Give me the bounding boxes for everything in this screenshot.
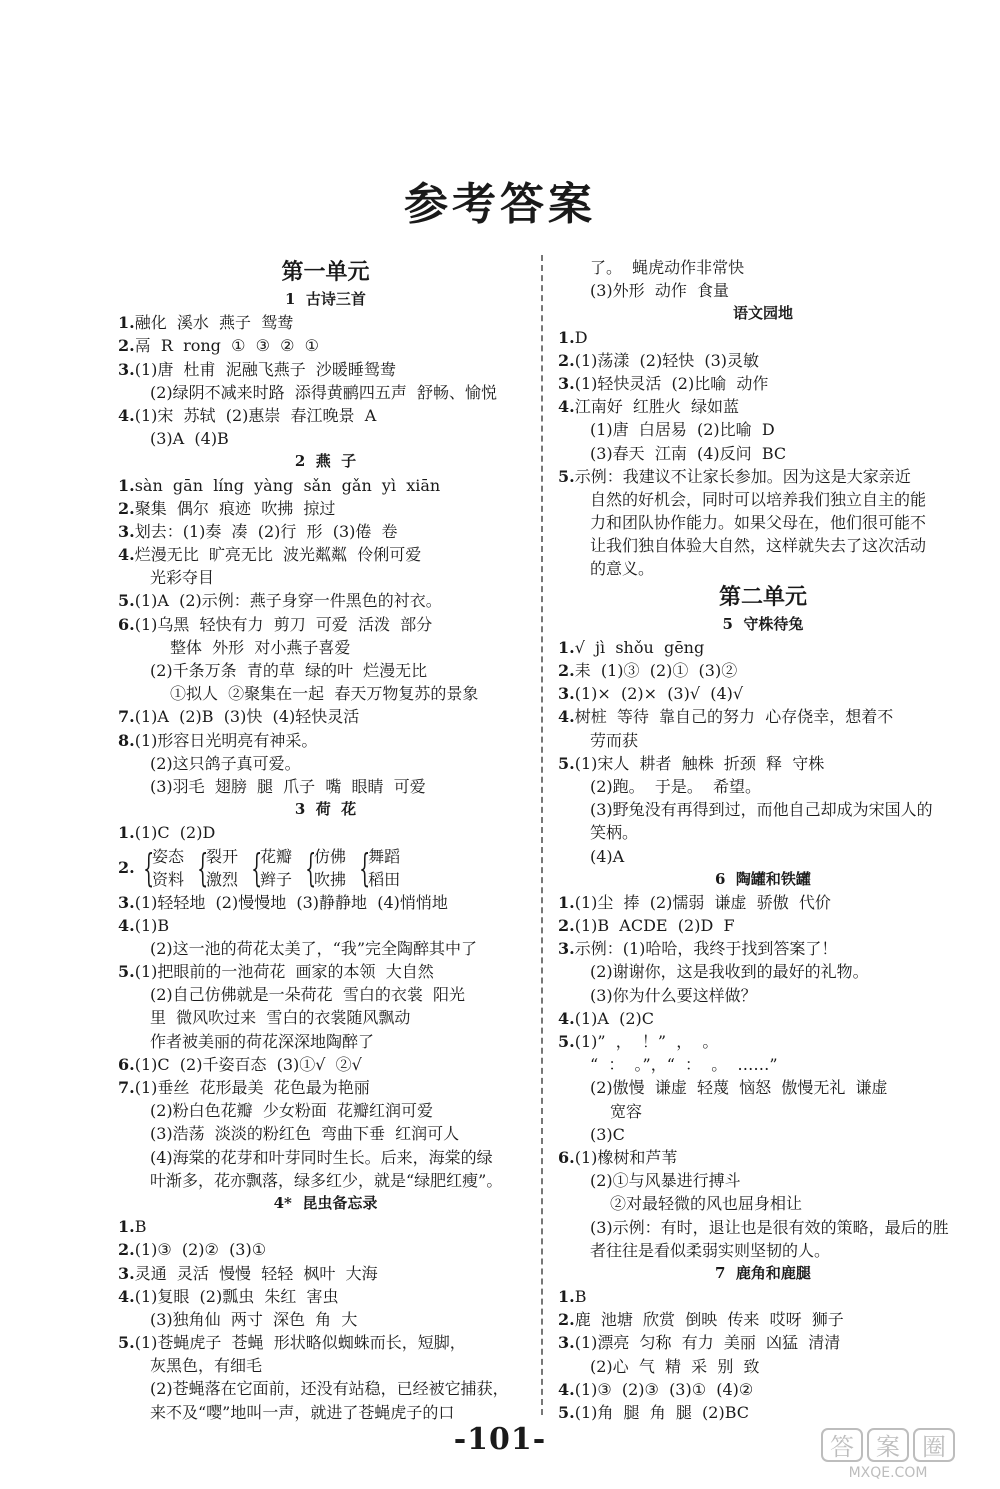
- answer-text: 叶渐多，花亦飘落，绿多红少，就是“绿肥红瘦”。: [150, 1170, 503, 1190]
- answer-text: (1)宋 苏轼 (2)惠崇 春江晚景 A: [134, 405, 377, 425]
- question-number: 4.: [558, 397, 575, 417]
- question-number: 2.: [558, 661, 575, 680]
- question-number: 5.: [558, 1403, 575, 1422]
- pair-word: 舞蹈: [368, 846, 401, 866]
- answer-line: [558, 775, 968, 798]
- answer-text: (1)乌黑 轻快有力 剪刀 可爱 活泼 部分: [134, 614, 433, 634]
- question-number: 4.: [118, 545, 135, 565]
- answer-text: (1)B: [134, 915, 170, 935]
- answer-line: [558, 511, 968, 534]
- answer-text: (1)轻轻地 (2)慢慢地 (3)静静地 (4)悄悄地: [134, 892, 448, 912]
- answer-line: [118, 474, 533, 497]
- answer-text: D: [574, 327, 588, 347]
- answer-text: (2)①与风暴进行搏斗: [590, 1171, 741, 1191]
- answer-text: (3)独角仙 两寸 深色 角 大: [150, 1309, 358, 1329]
- answer-text: (2)心 气 精 采 别 致: [590, 1356, 760, 1376]
- question-number: 5.: [118, 1333, 135, 1353]
- answer-line: [558, 557, 968, 580]
- page-title: 参考答案: [404, 179, 596, 230]
- answer-text: (1)漂亮 匀称 有力 美丽 凶猛 清清: [574, 1333, 841, 1353]
- answer-text: 树桩 等待 靠自己的努力 心存侥幸，想着不: [574, 707, 894, 727]
- answer-text: 灵通 灵活 慢慢 轻轻 枫叶 大海: [134, 1263, 378, 1283]
- answer-line: [558, 1100, 968, 1123]
- answer-line: [118, 659, 533, 682]
- answer-line: [118, 1331, 533, 1354]
- answer-line: [558, 752, 968, 775]
- answer-line: [558, 821, 968, 844]
- answer-line: [118, 1215, 533, 1238]
- answer-line: [558, 1308, 968, 1331]
- question-number: 5.: [118, 591, 135, 611]
- answer-line: [118, 1308, 533, 1331]
- answer-line: [118, 891, 533, 914]
- answer-text: (3)野兔没有再得到过，而他自己却成为宋国人的: [590, 800, 933, 820]
- answer-line: [118, 613, 533, 636]
- answer-line: [118, 1262, 533, 1285]
- answer-text: (2)这一池的荷花太美了，“我”完全陶醉其中了: [150, 938, 478, 958]
- question-number: 1.: [118, 313, 135, 333]
- answer-line: [118, 381, 533, 404]
- answer-text: (3)羽毛 翅膀 腿 爪子 嘴 眼睛 可爱: [150, 776, 426, 796]
- section-heading: 2 燕 子: [294, 452, 357, 471]
- answer-line: [558, 1053, 968, 1076]
- answer-line: [118, 1377, 533, 1400]
- answer-line: [558, 937, 968, 960]
- answer-text: (1)垂丝 花形最美 花色最为艳丽: [134, 1078, 370, 1097]
- answer-line: [118, 1006, 533, 1029]
- answer-text: 整体 外形 对小燕子喜爱: [170, 637, 351, 657]
- question-number: 3.: [118, 1263, 135, 1283]
- question-number: 8.: [118, 730, 135, 750]
- section-heading: 7 鹿角和鹿腿: [715, 1263, 811, 1282]
- answer-line: [118, 983, 533, 1006]
- answer-text: 烂漫无比 旷亮无比 波光粼粼 伶俐可爱: [134, 545, 422, 565]
- question-number: 1.: [558, 637, 575, 657]
- question-number: 4.: [118, 1286, 135, 1306]
- answer-line: [118, 1238, 533, 1261]
- answer-text: (1)③ (2)② (3)①: [134, 1240, 267, 1260]
- question-number: 3.: [558, 939, 575, 959]
- answer-line: [118, 914, 533, 937]
- unit-heading: 第一单元: [281, 259, 370, 285]
- section-heading: 4* 昆虫备忘录: [273, 1193, 378, 1212]
- question-number: 1.: [118, 475, 135, 495]
- question-number: 5.: [558, 466, 575, 486]
- answer-line: [558, 705, 968, 728]
- brace-icon: {: [359, 845, 371, 890]
- question-number: 2.: [118, 498, 135, 518]
- question-number: 1.: [558, 1287, 575, 1307]
- answer-text: 鹿 池塘 欣赏 倒映 传来 哎呀 狮子: [574, 1310, 844, 1330]
- svg-text:圈: 圈: [922, 1433, 946, 1461]
- answer-text: B: [134, 1217, 147, 1237]
- answer-text: 江南好 红胜火 绿如蓝: [574, 397, 740, 417]
- question-number: 2.: [558, 350, 575, 370]
- answer-text: 划去：(1)奏 凑 (2)行 形 (3)倦 卷: [134, 521, 398, 541]
- answer-line: [118, 1146, 533, 1169]
- answer-line: [118, 1122, 533, 1145]
- answer-line: [118, 358, 533, 381]
- brace-icon: {: [305, 845, 317, 890]
- answer-line: [558, 1076, 968, 1099]
- answer-line: [118, 566, 533, 589]
- answer-line: [118, 821, 533, 844]
- answer-line: [118, 845, 533, 891]
- answer-line: [558, 682, 968, 705]
- answer-line: [118, 404, 533, 427]
- question-number: 6.: [558, 1147, 575, 1167]
- question-number: 3.: [118, 521, 135, 541]
- answer-line: [558, 1285, 968, 1308]
- answer-text: ②对最轻微的风也屈身相让: [610, 1194, 803, 1214]
- answer-line: [118, 1285, 533, 1308]
- answer-line: [558, 798, 968, 821]
- column-divider: [541, 255, 543, 1415]
- answer-text: (1)A (2)B (3)快 (4)轻快灵活: [134, 707, 360, 727]
- question-number: 2.: [118, 336, 135, 356]
- answer-text: (1)” ， ！” ， 。: [574, 1032, 719, 1051]
- answer-text: (1)A (2)C: [574, 1008, 654, 1028]
- question-number: 5.: [118, 962, 135, 982]
- answer-text: 里 微风吹过来 雪白的衣裳随风飘动: [150, 1008, 411, 1028]
- answer-line: [118, 682, 533, 705]
- answer-line: [558, 960, 968, 983]
- question-number: 3.: [118, 892, 135, 912]
- answer-line: [118, 729, 533, 752]
- question-number: 2.: [118, 857, 135, 877]
- answer-text: (1)C (2)D: [134, 823, 216, 843]
- answer-line: [118, 752, 533, 775]
- answer-text: 自然的好机会，同时可以培养我们独立自主的能: [590, 489, 927, 509]
- pair-word: 资料: [152, 869, 185, 889]
- svg-text:案: 案: [876, 1433, 900, 1461]
- question-number: 3.: [558, 373, 575, 393]
- pair-word: 裂开: [206, 846, 239, 866]
- answer-line: [558, 442, 968, 465]
- answer-text: (1)复眼 (2)瓢虫 朱红 害虫: [134, 1286, 339, 1306]
- question-number: 1.: [118, 823, 135, 843]
- answer-text: (1)尘 捧 (2)懦弱 谦虚 骄傲 代价: [574, 892, 831, 912]
- answer-line: [558, 349, 968, 372]
- answer-text: (1)③ (2)③ (3)① (4)②: [574, 1379, 754, 1399]
- question-number: 5.: [558, 753, 575, 773]
- pair-word: 花瓣: [260, 846, 293, 866]
- word-pair: [356, 845, 400, 891]
- answer-line: [558, 372, 968, 395]
- pair-word: 姿态: [152, 846, 185, 866]
- svg-text:答: 答: [830, 1433, 854, 1461]
- section-heading: 1 古诗三首: [285, 290, 366, 308]
- answer-line: [558, 1146, 968, 1169]
- answer-line: [558, 1239, 968, 1262]
- answer-text: (2)跑。 于是。 希望。: [590, 776, 762, 796]
- left-column: [118, 256, 533, 1424]
- answer-line: [118, 334, 533, 357]
- watermark-logo: [820, 1425, 990, 1480]
- answer-line: [118, 543, 533, 566]
- answer-line: [558, 1216, 968, 1239]
- question-number: 4.: [118, 915, 135, 935]
- answer-text: (1)A (2)示例：燕子身穿一件黑色的衬衣。: [134, 591, 442, 611]
- answer-text: 力和团队协作能力。如果父母在，他们很可能不: [590, 513, 927, 533]
- answer-text: 宽容: [610, 1101, 643, 1121]
- answer-text: (4)海棠的花芽和叶芽同时生长。后来，海棠的绿: [150, 1147, 493, 1167]
- answer-text: B: [574, 1287, 587, 1307]
- question-number: 6.: [118, 614, 135, 634]
- answer-text: 来不及“嘤”地叫一声，就进了苍蝇虎子的口: [150, 1402, 455, 1422]
- answer-text: (2)绿阴不减来时路 添得黄鹂四五声 舒畅、愉悦: [150, 382, 498, 402]
- answer-text: “ ： 。”，“ ： 。 ……”: [590, 1055, 778, 1075]
- answer-text: 示例：我建议不让家长参加。因为这是大家亲近: [574, 466, 911, 486]
- answer-text: ①拟人 ②聚集在一起 春天万物复苏的景象: [170, 684, 479, 704]
- answer-line: [558, 1378, 968, 1401]
- answer-text: (1)宋人 耕者 触株 折颈 释 守株: [574, 753, 825, 773]
- answer-line: [118, 311, 533, 334]
- answer-line: [558, 729, 968, 752]
- question-number: 6.: [118, 1054, 135, 1074]
- question-number: 4.: [558, 1008, 575, 1028]
- word-pair: [140, 845, 184, 891]
- answer-line: [118, 1053, 533, 1076]
- answer-text: sàn gān líng yàng sǎn gǎn yì xiān: [134, 475, 441, 495]
- answer-line: [558, 1355, 968, 1378]
- answer-line: [118, 1169, 533, 1192]
- answer-text: √ jì shǒu gēng: [574, 637, 705, 657]
- answer-line: [558, 659, 968, 682]
- word-pair: [194, 845, 238, 891]
- answer-line: [558, 395, 968, 418]
- answer-line: [558, 326, 968, 349]
- answer-line: [558, 1331, 968, 1354]
- answer-text: (1)形容日光明亮有神采。: [134, 730, 318, 750]
- section-heading: 6 陶罐和铁罐: [715, 869, 811, 888]
- brace-icon: {: [197, 845, 209, 890]
- answer-line: [558, 256, 968, 279]
- answer-line: [558, 1123, 968, 1146]
- answer-text: (1)轻快灵活 (2)比喻 动作: [574, 373, 769, 393]
- question-number: 2.: [558, 916, 575, 936]
- answer-text: (1)B ACDE (2)D F: [574, 916, 735, 936]
- answer-text: 光彩夺目: [150, 568, 215, 588]
- answer-text: (1)唐 杜甫 泥融飞燕子 沙暖睡鸳鸯: [134, 359, 396, 379]
- answer-text: (2)谢谢你，这是我收到的最好的礼物。: [590, 962, 869, 982]
- answer-line: [558, 465, 968, 488]
- word-pair: [248, 845, 292, 891]
- answer-line: [118, 589, 533, 612]
- answer-text: (2)千条万条 青的草 绿的叶 烂漫无比: [150, 661, 428, 680]
- section-heading: 5 守株待兔: [722, 614, 804, 633]
- answer-text: (2)这只鸽子真可爱。: [150, 753, 301, 773]
- unit-heading: 第二单元: [718, 583, 807, 610]
- answer-text: (3)A (4)B: [150, 429, 229, 449]
- answer-line: [558, 845, 968, 868]
- answer-text: (2)苍蝇落在它面前，还没有站稳，已经被它捕获，: [150, 1379, 509, 1399]
- question-number: 3.: [118, 359, 135, 379]
- answer-text: 了。 蝇虎动作非常快: [590, 258, 745, 277]
- answer-line: [118, 1076, 533, 1099]
- answer-line: [118, 1030, 533, 1053]
- answer-line: [118, 1099, 533, 1122]
- answer-line: [558, 984, 968, 1007]
- answer-line: [558, 914, 968, 937]
- answer-text: 劳而获: [590, 730, 639, 750]
- brace-icon: {: [143, 845, 155, 890]
- question-number: 2.: [118, 1240, 135, 1260]
- pair-word: 吹拂: [314, 869, 347, 889]
- answer-line: [118, 636, 533, 659]
- answer-text: 鬲 R rong ① ③ ② ①: [134, 336, 319, 356]
- answer-line: [118, 1354, 533, 1377]
- pair-word: 辫子: [260, 869, 293, 889]
- answer-text: 让我们独自体验大自然，这样就失去了这次活动: [590, 536, 927, 556]
- question-number: 1.: [558, 327, 575, 347]
- question-number: 3.: [558, 1333, 575, 1353]
- question-number: 4.: [558, 1379, 575, 1399]
- answer-line: [558, 1030, 968, 1053]
- answer-line: [558, 891, 968, 914]
- answer-line: [118, 960, 533, 983]
- page-number: -101-: [453, 1422, 547, 1457]
- question-number: 4.: [118, 405, 135, 425]
- answer-line: [558, 418, 968, 441]
- answer-text: (3)C: [590, 1124, 625, 1144]
- question-number: 1.: [558, 892, 575, 912]
- question-number: 5.: [558, 1032, 575, 1051]
- answer-text: 示例：(1)哈哈，我终于找到答案了！: [574, 939, 838, 959]
- answer-text: (1)角 腿 角 腿 (2)BC: [574, 1403, 750, 1422]
- answer-text: (1)荡漾 (2)轻快 (3)灵敏: [574, 350, 760, 370]
- answer-text: 聚集 偶尔 痕迹 吹拂 掠过: [134, 498, 336, 518]
- answer-line: [558, 534, 968, 557]
- word-pair: [302, 845, 346, 891]
- answer-text: (3)春天 江南 (4)反问 BC: [590, 443, 787, 463]
- brace-icon: {: [251, 845, 263, 890]
- answer-text: (1)橡树和芦苇: [574, 1147, 678, 1167]
- answer-text: 灰黑色，有细毛: [150, 1356, 263, 1376]
- answer-line: [558, 1007, 968, 1030]
- question-number: 3.: [558, 684, 575, 704]
- answer-line: [118, 520, 533, 543]
- answer-text: 作者被美丽的荷花深深地陶醉了: [150, 1031, 375, 1051]
- answer-text: (4)A: [590, 846, 625, 866]
- answer-line: [118, 427, 533, 450]
- answer-text: (3)浩荡 淡淡的粉红色 弯曲下垂 红润可人: [150, 1124, 460, 1144]
- question-number: 4.: [558, 707, 575, 727]
- answer-text: (1)唐 白居易 (2)比喻 D: [590, 420, 775, 440]
- answer-text: (3)你为什么要这样做？: [590, 985, 757, 1005]
- answer-text: (2)粉白色花瓣 少女粉面 花瓣红润可爱: [150, 1101, 434, 1121]
- pair-word: 激烈: [206, 869, 239, 889]
- answer-line: [558, 636, 968, 659]
- right-column: [558, 256, 968, 1424]
- answer-line: [558, 1169, 968, 1192]
- answer-text: (3)示例：有时，退让也是很有效的策略，最后的胜: [590, 1217, 949, 1237]
- answer-text: 的意义。: [590, 559, 655, 579]
- answer-text: (2)自己仿佛就是一朵荷花 雪白的衣裳 阳光: [150, 985, 466, 1005]
- answer-text: (1)苍蝇虎子 苍蝇 形状略似蜘蛛而长，短脚，: [134, 1333, 466, 1353]
- question-number: 2.: [558, 1310, 575, 1330]
- question-number: 7.: [118, 1078, 135, 1097]
- answer-line: [118, 1401, 533, 1424]
- answer-line: [558, 279, 968, 302]
- answer-line: [558, 1401, 968, 1424]
- answer-text: 耒 (1)③ (2)① (3)②: [574, 661, 738, 680]
- section-heading: 语文园地: [732, 304, 793, 323]
- answer-line: [118, 497, 533, 520]
- answer-text: 笑柄。: [590, 823, 639, 843]
- answer-text: 融化 溪水 燕子 鸳鸯: [134, 313, 294, 333]
- pair-word: 仿佛: [314, 846, 347, 866]
- answer-line: [558, 488, 968, 511]
- answer-text: 者往往是看似柔弱实则坚韧的人。: [590, 1240, 831, 1260]
- answer-line: [558, 1192, 968, 1215]
- answer-line: [118, 775, 533, 798]
- answer-text: (2)傲慢 谦虚 轻蔑 恼怒 傲慢无礼 谦虚: [590, 1078, 888, 1098]
- question-number: 1.: [118, 1217, 135, 1237]
- answer-line: [118, 937, 533, 960]
- answer-text: (3)外形 动作 食量: [590, 281, 730, 301]
- svg-text:MXQE.COM: MXQE.COM: [848, 1465, 928, 1480]
- answer-text: (1)× (2)× (3)√ (4)√: [574, 684, 744, 704]
- pair-word: 稻田: [368, 869, 401, 889]
- answer-text: (1)把眼前的一池荷花 画家的本领 大自然: [134, 962, 434, 982]
- question-number: 7.: [118, 707, 135, 727]
- answer-line: [118, 705, 533, 728]
- section-heading: 3 荷 花: [294, 800, 357, 819]
- answer-text: (1)C (2)千姿百态 (3)①√ ②√: [134, 1054, 362, 1074]
